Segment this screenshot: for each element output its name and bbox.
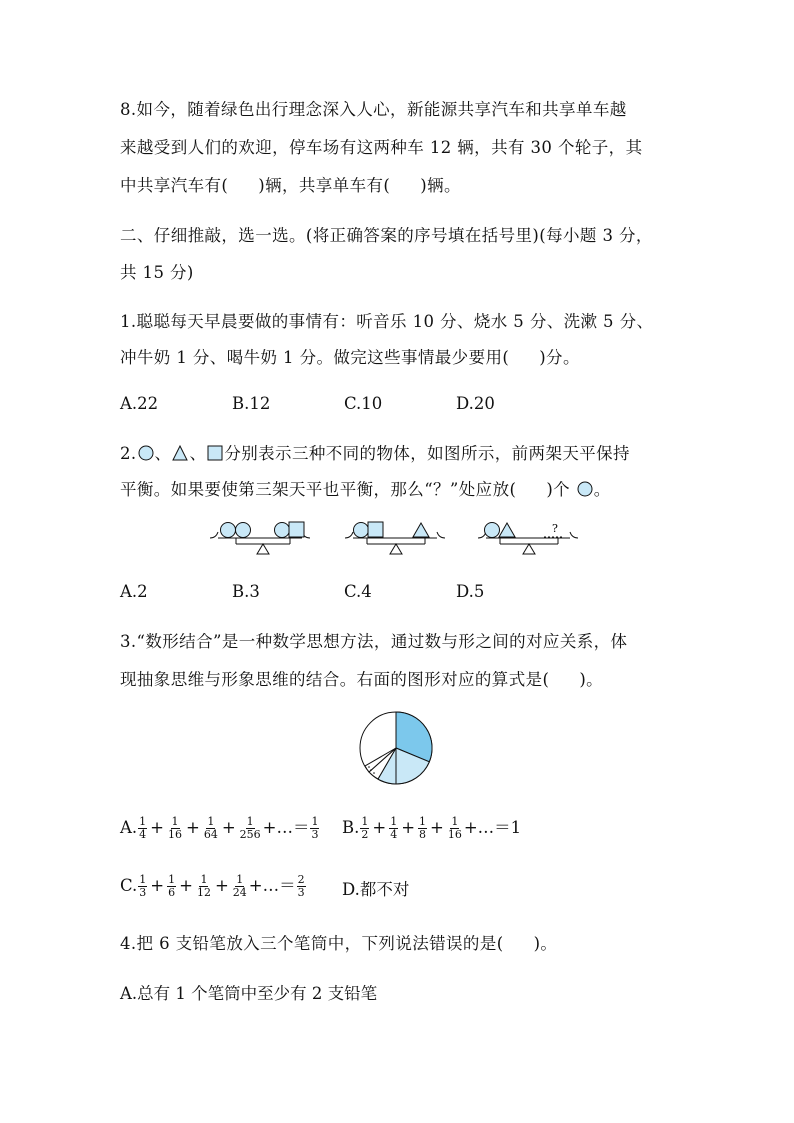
q2-number: 2. (120, 444, 137, 463)
balance-scale-1 (210, 522, 310, 554)
option-label: C. (120, 876, 138, 895)
q3-option-d[interactable]: D.都不对 (342, 880, 410, 899)
q1-line-1: 1.聪聪每天早晨要做的事情有：听音乐 10 分、烧水 5 分、洗漱 5 分、 (120, 312, 654, 331)
q2-separator: 、 (189, 444, 207, 463)
circle-icon (577, 481, 593, 497)
fraction: $\frac{1}{8}$ (419, 815, 427, 841)
q8-line-2: 来越受到人们的欢迎，停车场有这两种车 12 辆，共有 30 个轮子，其 (120, 138, 643, 157)
q3-option-c[interactable]: C. $\frac{1}{3}$ + $\frac{1}{6}$ + $\frac{1}{12}$ + $\frac{1}{24}$ +…＝ $\frac{2}{3}$ (120, 873, 305, 899)
q3-text-a: 现抽象思维与形象思维的结合。右面的图形对应的算式是( (120, 670, 550, 689)
q4-text-a: 4.把 6 支铅笔放入三个笔筒中，下列说法错误的是( (120, 934, 504, 953)
q8-text-b: )辆，共享单车有( (258, 176, 391, 195)
fraction: $\frac{1}{16}$ (447, 815, 462, 841)
q2-line-2 (120, 476, 611, 500)
q3-line-2 (120, 666, 603, 690)
q2-option-b[interactable]: B.3 (232, 582, 260, 601)
q1-option-c[interactable]: C.10 (344, 394, 383, 413)
q2-separator: 、 (154, 444, 172, 463)
square-icon (368, 522, 383, 537)
fraction: $\frac{1}{64}$ (203, 815, 218, 841)
circle-icon (485, 523, 500, 538)
equation-tail: +…＝ (262, 818, 310, 837)
q8-line-3 (120, 172, 461, 196)
option-label: B. (342, 818, 360, 837)
circle-icon (354, 523, 369, 538)
fraction-circle-figure (358, 710, 434, 786)
option-label: A. (120, 818, 138, 837)
fulcrum-icon (390, 544, 402, 554)
fraction: $\frac{1}{3}$ (139, 873, 147, 899)
balance-scale-3 (478, 522, 578, 554)
q8-line-1: 8.如今，随着绿色出行理念深入人心，新能源共享汽车和共享单车越 (120, 100, 627, 119)
question-mark: ? (552, 522, 558, 535)
fraction: $\frac{1}{6}$ (168, 873, 176, 899)
q2-text-b: )个 (546, 480, 571, 499)
circle-icon (221, 523, 236, 538)
q1-option-b[interactable]: B.12 (232, 394, 271, 413)
section-2-heading: 二、仔细推敲，选一选。(将正确答案的序号填在括号里)(每小题 3 分， (120, 226, 653, 245)
square-icon (207, 445, 223, 461)
equation-tail: +…＝1 (463, 818, 522, 837)
fraction: $\frac{1}{12}$ (196, 873, 211, 899)
balance-scale-2 (345, 522, 445, 554)
fraction: $\frac{1}{24}$ (232, 873, 247, 899)
q4-line-1 (120, 930, 557, 954)
fraction: $\frac{1}{4}$ (390, 815, 398, 841)
triangle-icon (172, 445, 188, 461)
q4-option-a[interactable]: A.总有 1 个笔筒中至少有 2 支铅笔 (120, 984, 378, 1003)
balance-scales-figure (210, 518, 590, 558)
circle-icon (138, 445, 154, 461)
q2-text-c: 。 (593, 480, 611, 499)
fraction: $\frac{1}{4}$ (139, 815, 147, 841)
q1-text-b: )分。 (539, 348, 580, 367)
fraction: $\frac{1}{256}$ (239, 815, 261, 841)
q2-text: 分别表示三种不同的物体，如图所示，前两架天平保持 (224, 444, 630, 463)
fraction: $\frac{1}{3}$ (311, 815, 319, 841)
circle-icon (236, 523, 251, 538)
section-2-heading-cont: 共 15 分) (120, 263, 194, 282)
equation-tail: +…＝ (248, 876, 296, 895)
q3-option-b[interactable]: B. $\frac{1}{2}$ + $\frac{1}{4}$ + $\frac{1}{8}$ + $\frac{1}{16}$ +…＝1 (342, 815, 522, 841)
fulcrum-icon (257, 544, 269, 554)
q2-line-1 (120, 440, 630, 464)
square-icon (289, 522, 304, 537)
triangle-icon (413, 523, 429, 537)
fulcrum-icon (523, 544, 535, 554)
q8-text-a: 中共享汽车有( (120, 176, 229, 195)
circle-icon (275, 523, 290, 538)
q2-option-d[interactable]: D.5 (456, 582, 485, 601)
q3-text-b: )。 (579, 670, 604, 689)
q1-text-a: 冲牛奶 1 分、喝牛奶 1 分。做完这些事情最少要用( (120, 348, 510, 367)
fraction: $\frac{2}{3}$ (297, 873, 305, 899)
q1-line-2 (120, 344, 580, 368)
q1-option-d[interactable]: D.20 (456, 394, 495, 413)
q8-text-c: )辆。 (420, 176, 461, 195)
q4-text-b: )。 (533, 934, 558, 953)
q2-text-a: 平衡。如果要使第三架天平也平衡，那么“？”处应放( (120, 480, 517, 499)
q1-option-a[interactable]: A.22 (120, 394, 159, 413)
fraction: $\frac{1}{16}$ (168, 815, 182, 841)
q2-option-c[interactable]: C.4 (344, 582, 372, 601)
fraction: $\frac{1}{2}$ (361, 815, 369, 841)
q2-option-a[interactable]: A.2 (120, 582, 148, 601)
triangle-icon (499, 523, 515, 537)
q3-option-a[interactable]: A. $\frac{1}{4}$ + $\frac{1}{16}$ + $\frac{1}{64}$ + $\frac{1}{256}$ +…＝ $\frac{1}{3}$ (120, 815, 319, 841)
q3-line-1: 3.“数形结合”是一种数学思想方法，通过数与形之间的对应关系，体 (120, 632, 628, 651)
